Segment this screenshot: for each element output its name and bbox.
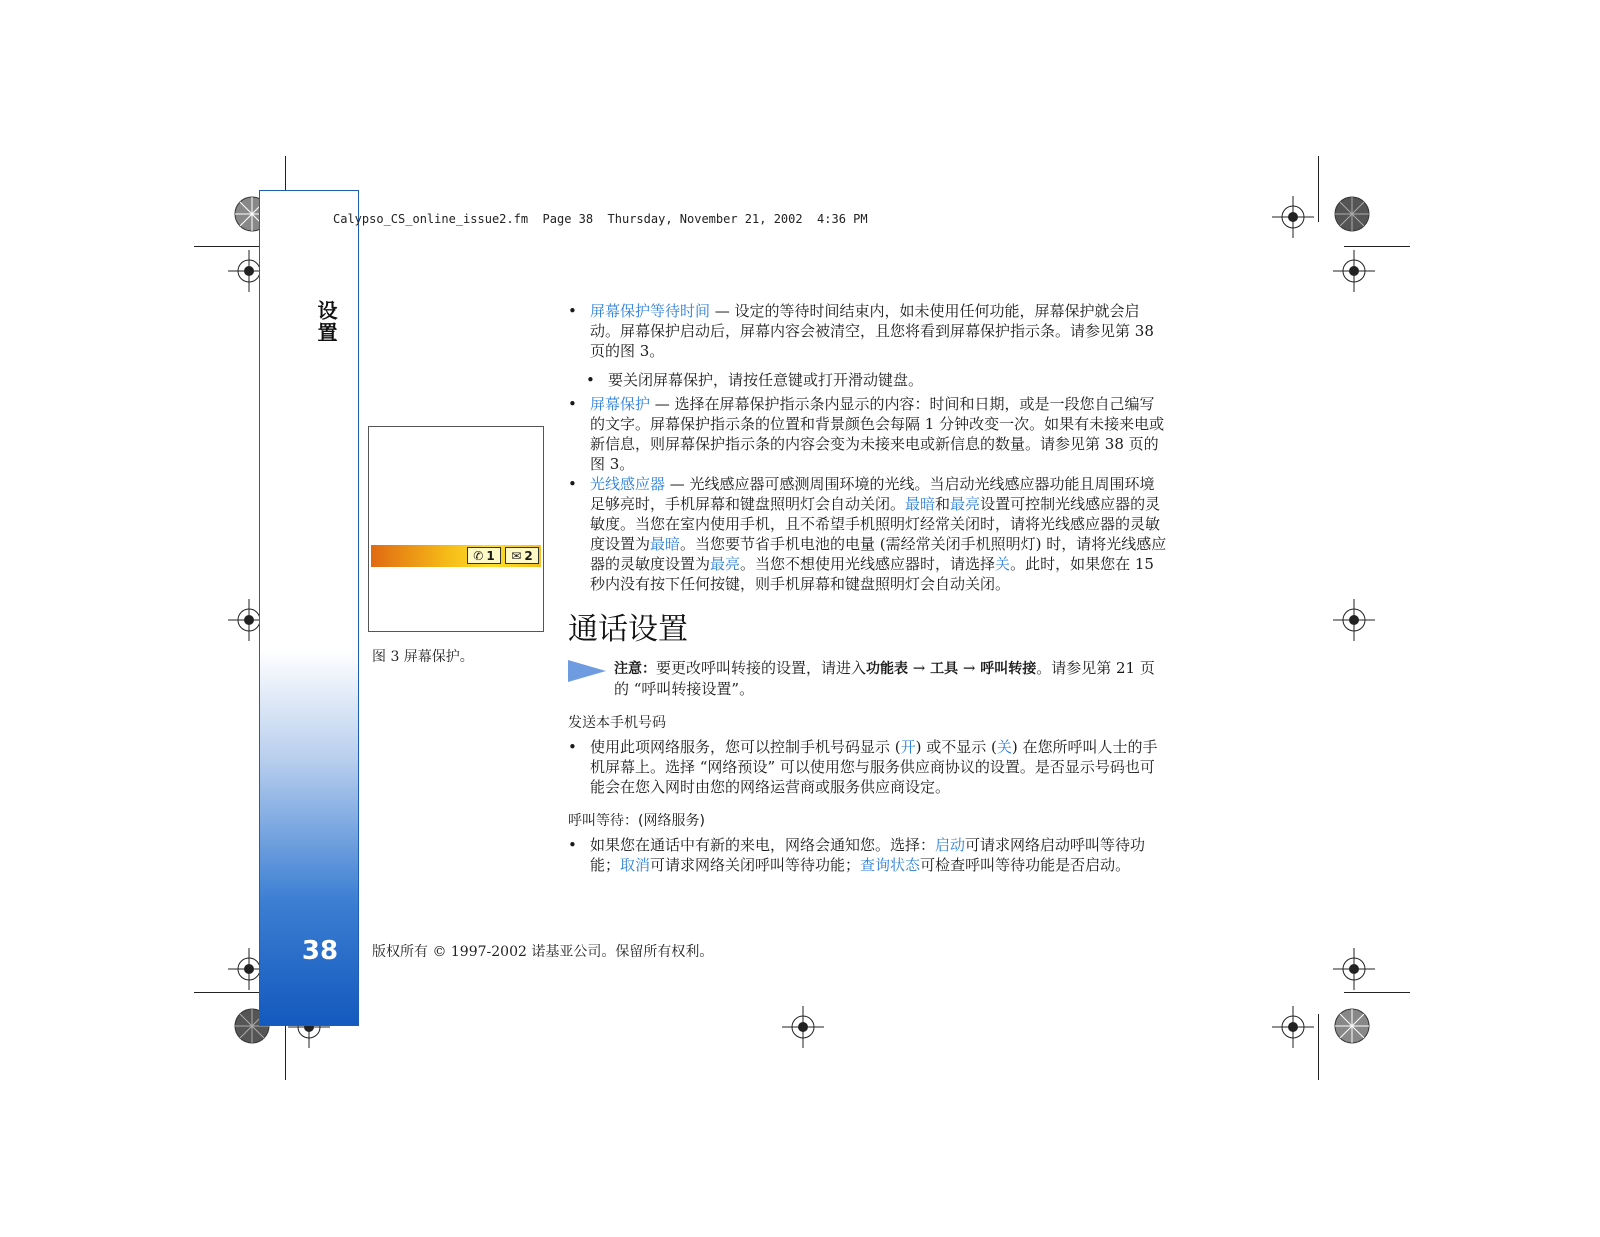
crop-mark [1344,992,1410,993]
chapter-sidebar [259,190,359,1026]
registration-mark [1333,599,1375,641]
page-number: 38 [301,936,339,966]
message-count: 2 [524,548,533,563]
starburst-mark [1334,1008,1370,1044]
print-header: Calypso_CS_online_issue2.fm Page 38 Thursday, November 21, 2002 4:36 PM [333,212,868,226]
activate-link[interactable]: 启动 [935,836,966,854]
off-link[interactable]: 关 [996,738,1012,756]
subsection-heading: 呼叫等待：(网络服务) [568,813,705,829]
registration-mark [1272,1006,1314,1048]
crop-mark [1318,156,1319,222]
screensaver-bar [371,545,541,567]
sub-list-item: • 要关闭屏幕保护，请按任意键或打开滑动键盘。 [586,370,1168,390]
brightest-link[interactable]: 最亮 [710,555,741,573]
menu-path-item: 工具 [930,661,959,677]
list-item: • 使用此项网络服务，您可以控制手机号码显示 (开) 或不显示 (关) 在您所呼叫人士的手机屏幕上。选择 “网络预设” 可以使用您与服务供应商协议的设置。是否显示号码也可能会在您入网时由您的网络运营商或服务供应商设定。 [568,737,1168,797]
registration-mark [1272,196,1314,238]
registration-mark [1333,948,1375,990]
crop-mark [194,992,260,993]
copyright-notice: 版权所有 © 1997-2002 诺基亚公司。保留所有权利。 [372,944,714,960]
note-arrow-icon [568,660,606,682]
subsection-heading: 发送本手机号码 [568,715,666,731]
screensaver-timeout-link[interactable]: 屏幕保护等待时间 [590,302,711,320]
missed-call-indicator [467,547,501,564]
missed-call-count: 1 [486,548,495,563]
registration-mark [1333,250,1375,292]
check-status-link[interactable]: 查询状态 [860,856,921,874]
crop-mark [1318,1014,1319,1080]
note-block: 注意：要更改呼叫转接的设置，请进入功能表 → 工具 → 呼叫转接。请参见第 21 页的 “呼叫转接设置”。 [568,658,1168,699]
main-content [568,301,1168,875]
envelope-icon: ✉ [511,548,522,563]
registration-mark [782,1006,824,1048]
figure-caption: 图 3 屏幕保护。 [372,649,474,665]
light-sensor-link[interactable]: 光线感应器 [590,475,666,493]
section-heading: 通话设置 [568,612,688,647]
crop-mark [1344,246,1410,247]
list-item: • 光线感应器 — 光线感应器可感测周围环境的光线。当启动光线感应器功能且周围环境足够亮时，手机屏幕和键盘照明灯会自动关闭。最暗和最亮设置可控制光线感应器的灵敏度。当您在室内使用手机，且不希望手机照明灯经常关闭时，请将光线感应器的灵敏度设置为最暗。当您要节省手机电池的电量 (需经常关闭手机照明灯) 时，请将光线感应器的灵敏度设置为最亮。当您不想使用光线感应器时，请选择关。此时，如果您在 15 秒内没有按下任何按键，则手机屏幕和键盘照明灯会自动关闭。 [568,474,1168,594]
section-title: 设置 [314,300,338,344]
starburst-mark [1334,196,1370,232]
crop-mark [194,246,260,247]
brightest-link[interactable]: 最亮 [950,495,981,513]
phone-icon: ✆ [473,548,484,563]
darkest-link[interactable]: 最暗 [905,495,936,513]
on-link[interactable]: 开 [900,738,916,756]
off-link[interactable]: 关 [995,555,1011,573]
menu-path-item: 呼叫转接 [980,661,1037,677]
screensaver-link[interactable]: 屏幕保护 [590,395,651,413]
message-indicator [505,547,539,564]
list-item: • 屏幕保护等待时间 — 设定的等待时间结束内，如未使用任何功能，屏幕保护就会启动。屏幕保护启动后，屏幕内容会被清空，且您将看到屏幕保护指示条。请参见第 38 页的图 3。 [568,301,1168,361]
screensaver-figure [368,426,544,632]
list-item: • 屏幕保护 — 选择在屏幕保护指示条内显示的内容：时间和日期，或是一段您自己编写的文字。屏幕保护指示条的位置和背景颜色会每隔 1 分钟改变一次。如果有未接来电或新信息，则屏幕保护指示条的内容会变为未接来电或新信息的数量。请参见第 38 页的图 3。 [568,394,1168,474]
menu-path-item: 功能表 [866,661,909,677]
list-item: • 如果您在通话中有新的来电，网络会通知您。选择：启动可请求网络启动呼叫等待功能；取消可请求网络关闭呼叫等待功能；查询状态可检查呼叫等待功能是否启动。 [568,835,1168,875]
darkest-link[interactable]: 最暗 [650,535,681,553]
cancel-link[interactable]: 取消 [620,856,651,874]
